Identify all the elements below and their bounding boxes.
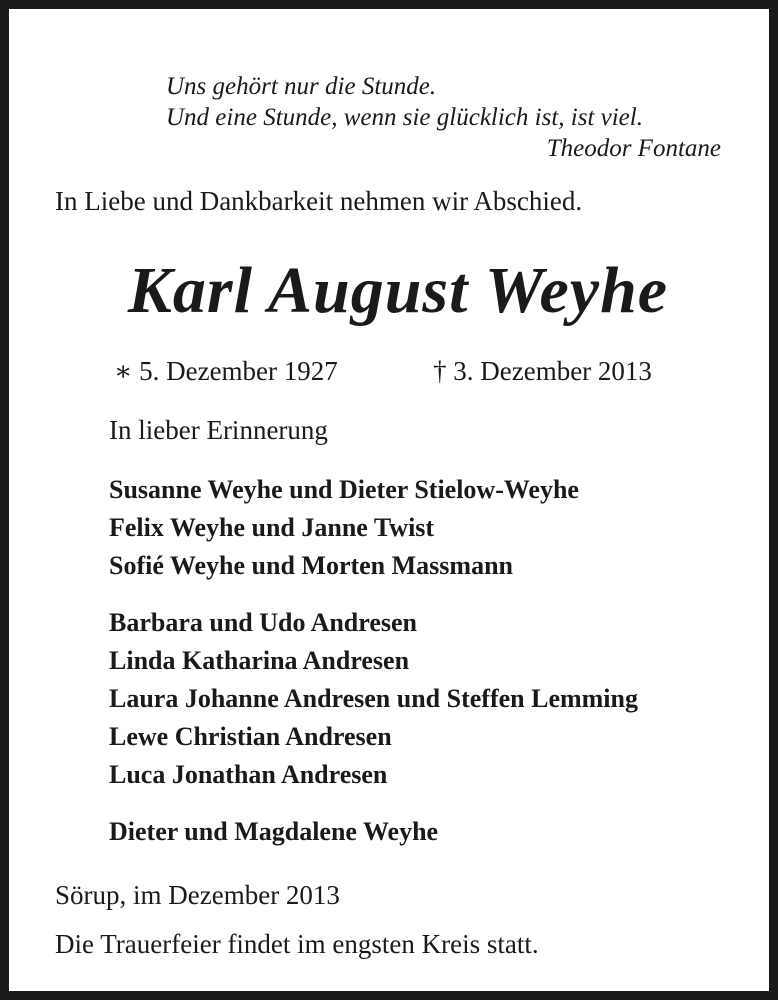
family-entry: Susanne Weyhe und Dieter Stielow-Weyhe bbox=[109, 475, 579, 504]
farewell-intro: In Liebe und Dankbarkeit nehmen wir Abschied. bbox=[55, 186, 583, 216]
ceremony-note: Die Trauerfeier findet im engsten Kreis statt. bbox=[55, 929, 539, 959]
family-entry: Luca Jonathan Andresen bbox=[109, 760, 388, 789]
family-entry: Felix Weyhe und Janne Twist bbox=[109, 513, 435, 542]
family-entry: Dieter und Magdalene Weyhe bbox=[109, 817, 439, 846]
place-date: Sörup, im Dezember 2013 bbox=[55, 880, 340, 910]
birth-date: ∗ 5. Dezember 1927 bbox=[114, 356, 338, 386]
family-entry: Lewe Christian Andresen bbox=[109, 722, 392, 751]
quote-author: Theodor Fontane bbox=[546, 135, 721, 162]
family-entry: Linda Katharina Andresen bbox=[109, 646, 410, 675]
quote-line-1: Uns gehört nur die Stunde. bbox=[166, 73, 437, 100]
deceased-name: Karl August Weyhe bbox=[127, 254, 669, 327]
family-entry: Barbara und Udo Andresen bbox=[109, 608, 417, 637]
memorial-line: In lieber Erinnerung bbox=[109, 415, 328, 445]
death-date: † 3. Dezember 2013 bbox=[433, 356, 652, 386]
quote-line-2: Und eine Stunde, wenn sie glücklich ist, ist viel. bbox=[166, 104, 643, 131]
family-entry: Sofié Weyhe und Morten Massmann bbox=[109, 551, 513, 580]
family-entry: Laura Johanne Andresen und Steffen Lemming bbox=[109, 684, 638, 713]
